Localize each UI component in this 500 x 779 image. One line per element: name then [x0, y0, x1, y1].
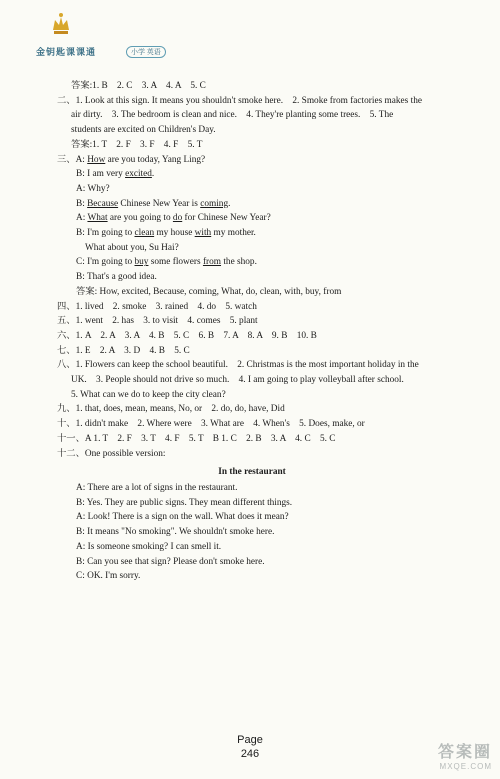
- answer-line: A: Why?: [76, 183, 110, 194]
- answer-line: What about you, Su Hai?: [85, 242, 179, 253]
- answer-line: C: I'm going to buy some flowers from the shop.: [76, 257, 257, 268]
- answer-line: students are excited on Children's Day.: [71, 125, 216, 136]
- answer-line: 十、1. didn't make 2. Where were 3. What are 4. When's 5. Does, make, or: [57, 419, 365, 430]
- watermark-title: 答案圈: [437, 744, 492, 761]
- answer-line: B: I am very excited.: [76, 169, 155, 180]
- answer-line: A: Is someone smoking? I can smell it.: [76, 541, 222, 552]
- answer-line: 二、1. Look at this sign. It means you shouldn't smoke here. 2. Smoke from factories makes the: [57, 95, 422, 106]
- answer-line: UK. 3. People should not drive so much. 4. I am going to play volleyball after school.: [71, 375, 404, 386]
- answer-line: 5. What can we do to keep the city clean?: [71, 389, 226, 400]
- answer-content: [57, 79, 487, 584]
- answer-line: 七、1. E 2. A 3. D 4. B 5. C: [57, 345, 190, 356]
- book-logo: [14, 12, 214, 72]
- page-label: Page: [237, 734, 263, 746]
- answer-line: A: There are a lot of signs in the restaurant.: [76, 482, 238, 493]
- answer-line: 六、1. A 2. A 3. A 4. B 5. C 6. B 7. A 8. A 9. B 10. B: [57, 330, 317, 341]
- answer-line: 九、1. that, does, mean, means, No, or 2. do, do, have, Did: [57, 404, 285, 415]
- answer-line: B: Yes. They are public signs. They mean different things.: [76, 497, 293, 508]
- answer-line: 八、1. Flowers can keep the school beautiful. 2. Christmas is the most important holiday in the: [57, 360, 419, 371]
- answer-line: 四、1. lived 2. smoke 3. rained 4. do 5. watch: [57, 301, 257, 312]
- answer-line: air dirty. 3. The bedroom is clean and nice. 4. They're planting some trees. 5. The: [71, 110, 394, 121]
- answer-line: 答案:1. T 2. F 3. F 4. F 5. T: [71, 139, 203, 150]
- answer-line: B: It means "No smoking". We shouldn't smoke here.: [76, 527, 275, 538]
- answer-line: C: OK. I'm sorry.: [76, 571, 141, 582]
- watermark: [438, 739, 492, 771]
- answer-line: 十二、One possible version:: [57, 448, 166, 459]
- answer-line: 三、A: How are you today, Yang Ling?: [57, 154, 206, 165]
- answer-line: 十一、A 1. T 2. F 3. T 4. F 5. T B 1. C 2. B 3. A 4. C 5. C: [57, 433, 336, 444]
- crown-icon: [50, 12, 72, 38]
- answer-line: B: That's a good idea.: [76, 272, 157, 283]
- answer-line: 答案: How, excited, Because, coming, What, do, clean, with, buy, from: [76, 286, 342, 297]
- answer-line: A: Look! There is a sign on the wall. What does it mean?: [76, 512, 289, 523]
- answer-line: B: Because Chinese New Year is coming.: [76, 198, 231, 209]
- answer-line: A: What are you going to do for Chinese New Year?: [76, 213, 271, 224]
- watermark-url: MXQE.COM: [439, 762, 492, 771]
- answer-line: 五、1. went 2. has 3. to visit 4. comes 5. plant: [57, 316, 258, 327]
- page-number: 246: [240, 748, 260, 760]
- logo-title: 金钥匙课课通: [36, 47, 97, 57]
- essay-title: In the restaurant: [218, 467, 286, 478]
- answer-line: 答案:1. B 2. C 3. A 4. A 5. C: [71, 81, 206, 91]
- answer-line: B: Can you see that sign? Please don't smoke here.: [76, 556, 265, 567]
- answer-line: B: I'm going to clean my house with my mother.: [76, 228, 256, 239]
- logo-subtitle: 小学 英语: [126, 46, 166, 58]
